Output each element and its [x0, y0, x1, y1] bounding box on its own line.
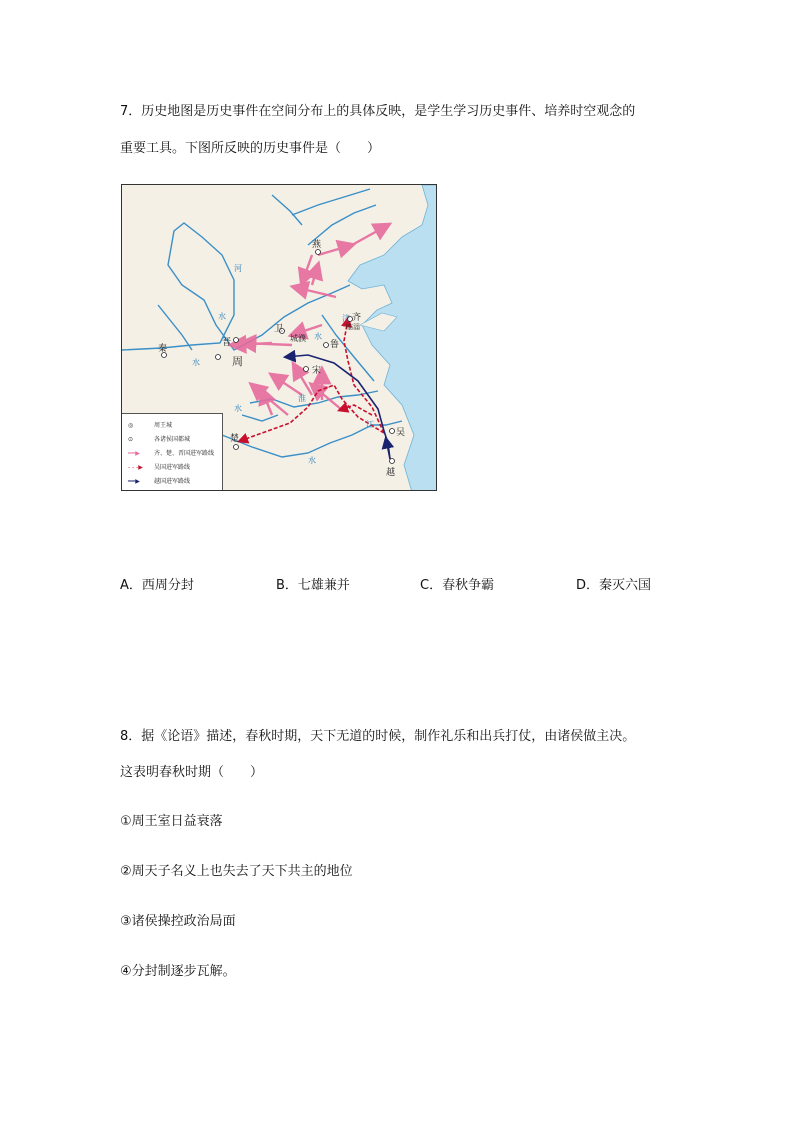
- legend-capitals: ⊙ 各诸侯国都城: [128, 436, 191, 443]
- legend-wu: - - -▶ 吴国进军路线: [128, 464, 191, 471]
- river-label-ji: 济: [342, 314, 350, 323]
- yangtze-river: [222, 421, 402, 457]
- place-yan: 燕: [312, 240, 322, 250]
- historical-map: [121, 184, 437, 491]
- q8-item-2: ②周天子名义上也失去了天下共主的地位: [120, 864, 353, 879]
- q7-option-b[interactable]: B．七雄兼并: [276, 578, 350, 593]
- map-legend: [122, 413, 223, 491]
- river-label-he-shui: 水: [218, 312, 226, 321]
- place-chu: 楚: [230, 434, 240, 444]
- q7-stem-line2: 重要工具。下图所反映的历史事件是（ ）: [120, 141, 381, 156]
- place-lu: 鲁: [330, 340, 340, 350]
- place-zhou: 周: [232, 355, 243, 368]
- place-qi: 齐: [352, 313, 362, 323]
- river-label-he: 河: [234, 264, 242, 273]
- place-chengpu: 城濮: [290, 334, 306, 343]
- place-wu: 吴: [396, 428, 406, 438]
- river-label-han: 水: [234, 404, 242, 413]
- q7-stem-line1: 7．历史地图是历史事件在空间分布上的具体反映，是学生学习历史事件、培养时空观念的: [120, 104, 636, 119]
- river-label-jiang-shui: 水: [308, 456, 316, 465]
- place-qin: 秦: [158, 344, 168, 354]
- sea: [348, 185, 437, 491]
- q8-item-4: ④分封制逐步瓦解。: [120, 964, 236, 979]
- river-label-jiang: 江: [366, 420, 374, 429]
- place-jin: 晋: [222, 338, 232, 348]
- q8-item-1: ①周王室日益衰落: [120, 814, 223, 829]
- q7-option-c[interactable]: C．春秋争霸: [420, 578, 495, 593]
- place-song: 宋: [312, 366, 322, 376]
- river-label-ji-shui: 水: [314, 332, 322, 341]
- river-label-wei: 水: [192, 358, 200, 367]
- river-label-huai: 淮: [298, 394, 306, 403]
- q8-stem-line2: 这表明春秋时期（ ）: [120, 765, 264, 780]
- q7-option-a[interactable]: A．西周分封: [120, 578, 194, 593]
- legend-qi-chu-jin: ━━▶ 齐、楚、晋国进军路线: [128, 450, 215, 457]
- q8-stem-line1: 8．据《论语》描述，春秋时期，天下无道的时候，制作礼乐和出兵打仗，由诸侯做主决。: [120, 729, 636, 744]
- legend-royal-city: ◎ 周王城: [128, 422, 173, 429]
- q7-option-d[interactable]: D．秦灭六国: [576, 578, 652, 593]
- place-linzi: 临淄: [346, 323, 360, 331]
- q8-item-3: ③诸侯操控政治局面: [120, 914, 236, 929]
- place-wei: 卫: [274, 324, 284, 334]
- legend-yue: ━━▶ 越国进军路线: [128, 478, 191, 485]
- place-yue: 越: [386, 468, 396, 478]
